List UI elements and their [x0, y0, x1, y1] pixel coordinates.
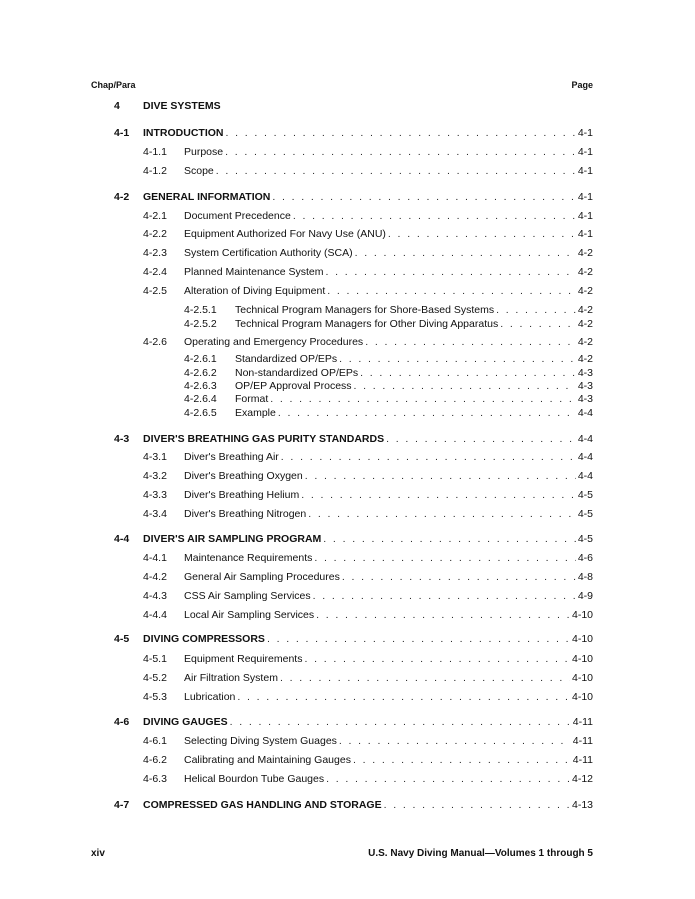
toc-subsection — [143, 335, 593, 349]
toc-subsection-number: 4-5.3 — [143, 691, 167, 703]
toc-section — [114, 632, 593, 646]
toc-subsection-number: 4-6.2 — [143, 754, 167, 766]
toc-subsection-leader-dots — [388, 227, 576, 241]
toc-subsection-page: 4-4 — [577, 451, 593, 463]
toc-subsection — [143, 507, 593, 521]
toc-subsection-page: 4-11 — [572, 735, 593, 747]
toc-subsection — [143, 652, 593, 666]
toc-subsection — [143, 488, 593, 502]
toc-subsection-title: Diver's Breathing Air — [184, 451, 279, 463]
toc-subsection-number: 4-4.4 — [143, 609, 167, 621]
toc-section-page: 4-11 — [572, 716, 593, 728]
toc-subsection-page: 4-8 — [577, 571, 593, 583]
toc-subsubsection-leader-dots — [278, 406, 576, 420]
toc-subsubsection — [184, 392, 593, 406]
toc-subsection-page: 4-10 — [571, 609, 593, 621]
toc-subsection-title: Scope — [184, 165, 214, 177]
toc-subsection-leader-dots — [339, 734, 571, 748]
toc-section-page: 4-10 — [571, 633, 593, 645]
toc-subsection-page: 4-10 — [571, 653, 593, 665]
toc-subsection — [143, 164, 593, 178]
toc-subsection-title: Planned Maintenance System — [184, 266, 324, 278]
toc-subsection-title: Helical Bourdon Tube Gauges — [184, 773, 325, 785]
toc-subsection-page: 4-10 — [571, 691, 593, 703]
toc-subsection-page: 4-4 — [577, 470, 593, 482]
footer-page-number: xiv — [91, 848, 105, 859]
toc-subsection-page: 4-2 — [577, 285, 593, 297]
toc-subsubsection — [184, 317, 593, 331]
toc-subsection-leader-dots — [293, 209, 576, 223]
toc-subsection-leader-dots — [326, 265, 576, 279]
footer-manual-title: U.S. Navy Diving Manual—Volumes 1 through 5 — [368, 848, 593, 859]
toc-subsection-title: Document Precedence — [184, 210, 291, 222]
toc-subsection-page: 4-10 — [571, 672, 593, 684]
toc-subsection-title: Equipment Authorized For Navy Use (ANU) — [184, 228, 386, 240]
toc-subsection-leader-dots — [304, 652, 570, 666]
toc-subsubsection-number: 4-2.6.3 — [184, 380, 217, 392]
toc-subsection-leader-dots — [280, 671, 570, 685]
toc-subsubsection-title: OP/EP Approval Process — [235, 380, 352, 392]
toc-subsection-number: 4-6.3 — [143, 773, 167, 785]
toc-section — [114, 126, 593, 140]
toc-section-number: 4-1 — [114, 127, 130, 139]
toc-subsubsection-title: Format — [235, 393, 269, 405]
toc-subsection-title: System Certification Authority (SCA) — [184, 247, 353, 259]
toc-subsubsection-number: 4-2.6.1 — [184, 353, 217, 365]
toc-subsubsection-leader-dots — [496, 303, 576, 317]
toc-subsection-page: 4-2 — [577, 336, 593, 348]
toc-subsection — [143, 551, 593, 565]
toc-subsubsection-page: 4-2 — [577, 318, 593, 330]
toc-section-page: 4-4 — [577, 433, 593, 445]
toc-subsubsection-number: 4-2.6.4 — [184, 393, 217, 405]
toc-subsection — [143, 450, 593, 464]
toc-subsection-leader-dots — [308, 507, 576, 521]
toc-subsection-page: 4-1 — [577, 228, 593, 240]
toc-subsection-leader-dots — [225, 145, 576, 159]
toc-subsection-number: 4-4.3 — [143, 590, 167, 602]
toc-subsection-page: 4-5 — [577, 508, 593, 520]
toc-subsection-page: 4-12 — [571, 773, 593, 785]
toc-subsubsection-leader-dots — [360, 366, 576, 380]
toc-subsection — [143, 772, 593, 786]
toc-subsection-number: 4-4.1 — [143, 552, 167, 564]
toc-subsection-number: 4-1.1 — [143, 146, 167, 158]
toc-subsubsection — [184, 366, 593, 380]
toc-subsection-title: CSS Air Sampling Services — [184, 590, 311, 602]
toc-subsection-page: 4-2 — [577, 266, 593, 278]
toc-subsection-number: 4-5.1 — [143, 653, 167, 665]
toc-section — [114, 190, 593, 204]
toc-subsection — [143, 608, 593, 622]
toc-subsection — [143, 734, 593, 748]
toc-section — [114, 798, 593, 812]
toc-subsubsection-title: Example — [235, 407, 276, 419]
toc-subsection-title: General Air Sampling Procedures — [184, 571, 340, 583]
toc-subsubsection-leader-dots — [339, 352, 576, 366]
toc-subsection-page: 4-1 — [577, 165, 593, 177]
toc-subsubsection-number: 4-2.5.1 — [184, 304, 217, 316]
toc-subsection-leader-dots — [301, 488, 576, 502]
toc-subsection — [143, 570, 593, 584]
toc-subsection — [143, 284, 593, 298]
toc-subsection-number: 4-2.5 — [143, 285, 167, 297]
toc-subsubsection — [184, 379, 593, 393]
toc-section-leader-dots — [323, 532, 576, 546]
toc-section-number: 4-4 — [114, 533, 130, 545]
chapter-title: DIVE SYSTEMS — [143, 100, 221, 112]
toc-subsection-leader-dots — [313, 589, 576, 603]
toc-section-page: 4-1 — [577, 191, 593, 203]
toc-subsection-title: Air Filtration System — [184, 672, 278, 684]
toc-subsection — [143, 209, 593, 223]
toc-section-number: 4-2 — [114, 191, 130, 203]
toc-section-page: 4-5 — [577, 533, 593, 545]
toc-subsection — [143, 589, 593, 603]
toc-subsubsection-title: Technical Program Managers for Other Diving Apparatus — [235, 318, 499, 330]
toc-section-title: DIVING GAUGES — [143, 716, 228, 728]
toc-subsection-title: Diver's Breathing Oxygen — [184, 470, 303, 482]
toc-subsection — [143, 265, 593, 279]
toc-subsection-leader-dots — [326, 772, 570, 786]
toc-subsubsection-page: 4-3 — [577, 393, 593, 405]
toc-subsubsection-leader-dots — [500, 317, 576, 331]
toc-subsection-number: 4-3.2 — [143, 470, 167, 482]
toc-subsection — [143, 671, 593, 685]
toc-section-leader-dots — [230, 715, 571, 729]
toc-subsubsection — [184, 303, 593, 317]
toc-subsection-number: 4-2.2 — [143, 228, 167, 240]
toc-subsubsection-leader-dots — [270, 392, 576, 406]
toc-subsubsection-number: 4-2.5.2 — [184, 318, 217, 330]
toc-subsubsection-page: 4-4 — [577, 407, 593, 419]
column-header-chap-para: Chap/Para — [91, 80, 136, 90]
toc-section-leader-dots — [267, 632, 570, 646]
chapter-number: 4 — [114, 100, 120, 112]
toc-subsection-title: Local Air Sampling Services — [184, 609, 315, 621]
toc-section-title: DIVING COMPRESSORS — [143, 633, 265, 645]
toc-subsection-leader-dots — [237, 690, 570, 704]
toc-subsubsection-number: 4-2.6.5 — [184, 407, 217, 419]
toc-subsection-number: 4-1.2 — [143, 165, 167, 177]
toc-subsection-number: 4-5.2 — [143, 672, 167, 684]
toc-subsection-number: 4-2.6 — [143, 336, 167, 348]
toc-subsubsection-title: Technical Program Managers for Shore-Based Systems — [235, 304, 495, 316]
toc-subsection-number: 4-3.4 — [143, 508, 167, 520]
toc-subsection-page: 4-2 — [577, 247, 593, 259]
toc-subsection-title: Operating and Emergency Procedures — [184, 336, 364, 348]
toc-subsubsection-title: Non-standardized OP/EPs — [235, 367, 359, 379]
column-header-page: Page — [571, 80, 593, 90]
toc-section-number: 4-7 — [114, 799, 130, 811]
toc-subsection — [143, 690, 593, 704]
toc-subsection-leader-dots — [314, 551, 575, 565]
toc-subsection-title: Selecting Diving System Guages — [184, 735, 337, 747]
toc-subsection-page: 4-1 — [577, 146, 593, 158]
toc-subsection-title: Maintenance Requirements — [184, 552, 313, 564]
toc-section-title: INTRODUCTION — [143, 127, 224, 139]
toc-subsection — [143, 246, 593, 260]
toc-subsubsection-page: 4-2 — [577, 353, 593, 365]
toc-subsection-number: 4-2.1 — [143, 210, 167, 222]
toc-subsection-leader-dots — [316, 608, 570, 622]
toc-subsubsection-number: 4-2.6.2 — [184, 367, 217, 379]
toc-subsection-number: 4-2.3 — [143, 247, 167, 259]
toc-subsubsection-leader-dots — [354, 379, 576, 393]
toc-section-number: 4-3 — [114, 433, 130, 445]
toc-subsection-title: Equipment Requirements — [184, 653, 303, 665]
toc-section — [114, 432, 593, 446]
toc-section-number: 4-5 — [114, 633, 130, 645]
toc-section-page: 4-13 — [571, 799, 593, 811]
toc-section-title: COMPRESSED GAS HANDLING AND STORAGE — [143, 799, 382, 811]
toc-subsection-number: 4-4.2 — [143, 571, 167, 583]
toc-section-page: 4-1 — [577, 127, 593, 139]
toc-subsection-leader-dots — [305, 469, 576, 483]
toc-section-number: 4-6 — [114, 716, 130, 728]
toc-subsubsection — [184, 406, 593, 420]
toc-section-title: DIVER'S AIR SAMPLING PROGRAM — [143, 533, 322, 545]
toc-subsection — [143, 469, 593, 483]
toc-subsubsection — [184, 352, 593, 366]
toc-subsection-leader-dots — [355, 246, 576, 260]
toc-subsection-leader-dots — [216, 164, 576, 178]
toc-section-leader-dots — [386, 432, 576, 446]
toc-section-leader-dots — [272, 190, 575, 204]
toc-subsection — [143, 227, 593, 241]
toc-subsection-page: 4-1 — [577, 210, 593, 222]
toc-section-title: DIVER'S BREATHING GAS PURITY STANDARDS — [143, 433, 385, 445]
toc-subsection — [143, 145, 593, 159]
toc-subsection-title: Calibrating and Maintaining Gauges — [184, 754, 351, 766]
toc-subsection-title: Purpose — [184, 146, 224, 158]
toc-subsubsection-page: 4-3 — [577, 380, 593, 392]
toc-subsection-number: 4-2.4 — [143, 266, 167, 278]
toc-subsection-title: Diver's Breathing Nitrogen — [184, 508, 307, 520]
toc-subsection-title: Lubrication — [184, 691, 236, 703]
toc-subsection-leader-dots — [281, 450, 576, 464]
toc-section — [114, 715, 593, 729]
toc-subsection-number: 4-6.1 — [143, 735, 167, 747]
toc-subsection-page: 4-9 — [577, 590, 593, 602]
toc-subsection-page: 4-5 — [577, 489, 593, 501]
toc-subsubsection-page: 4-2 — [577, 304, 593, 316]
toc-subsubsection-page: 4-3 — [577, 367, 593, 379]
toc-subsection-leader-dots — [327, 284, 576, 298]
toc-subsection — [143, 753, 593, 767]
toc-section — [114, 532, 593, 546]
toc-subsection-page: 4-11 — [572, 754, 593, 766]
toc-section-title: GENERAL INFORMATION — [143, 191, 271, 203]
toc-subsection-number: 4-3.1 — [143, 451, 167, 463]
toc-subsection-leader-dots — [353, 753, 571, 767]
toc-subsection-page: 4-6 — [577, 552, 593, 564]
toc-subsection-title: Alteration of Diving Equipment — [184, 285, 326, 297]
toc-subsection-leader-dots — [365, 335, 576, 349]
toc-section-leader-dots — [384, 798, 570, 812]
toc-subsection-leader-dots — [342, 570, 576, 584]
toc-subsection-number: 4-3.3 — [143, 489, 167, 501]
toc-section-leader-dots — [226, 126, 576, 140]
toc-subsubsection-title: Standardized OP/EPs — [235, 353, 338, 365]
toc-subsection-title: Diver's Breathing Helium — [184, 489, 300, 501]
